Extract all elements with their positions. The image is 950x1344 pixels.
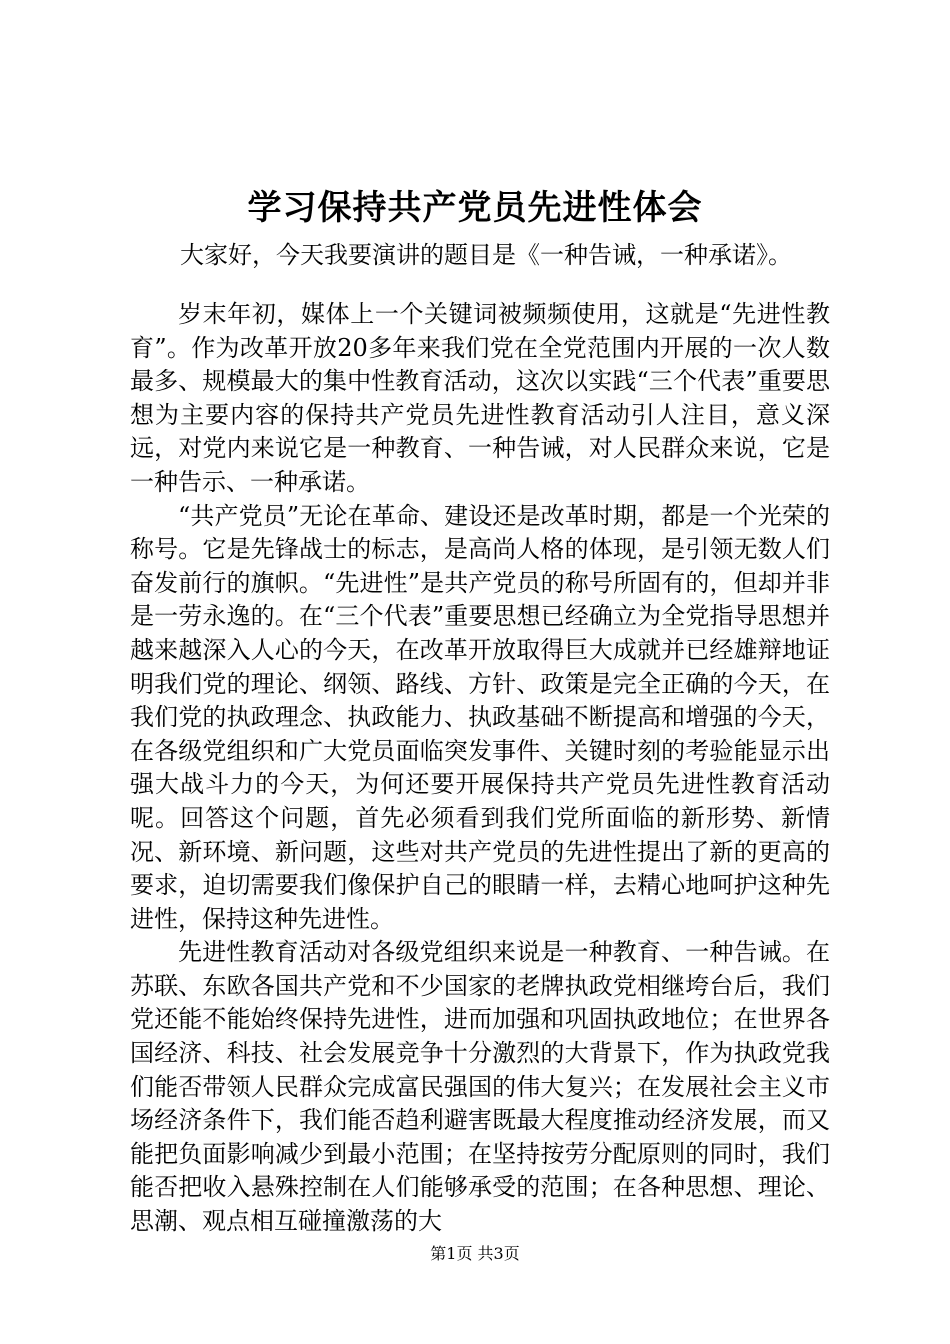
- paragraph: 先进性教育活动对各级党组织来说是一种教育、一种告诫。在苏联、东欧各国共产党和不少国家的老牌执政党相继垮台后，我们党还能不能始终保持先进性，进而加强和巩固执政地位；在世界各国经济、科技、社会发展竞争十分激烈的大背景下，作为执政党我们能否带领人民群众完成富民强国的伟大复兴；在发展社会主义市场经济条件下，我们能否趋利避害既最大程度推动经济发展，而又能把负面影响减少到最小范围；在坚持按劳分配原则的同时，我们能否把收入悬殊控制在人们能够承受的范围；在各种思想、理论、思潮、观点相互碰撞激荡的大: [130, 938, 830, 1236]
- document-title: 学习保持共产党员先进性体会: [247, 188, 703, 228]
- paragraph: 岁末年初，媒体上一个关键词被频频使用，这就是“先进性教育”。作为改革开放20多年来我们党在全党范围内开展的一次人数最多、规模最大的集中性教育活动，这次以实践“三个代表”重要思想为主要内容的保持共产党员先进性教育活动引人注目，意义深远，对党内来说它是一种教育、一种告诫，对人民群众来说，它是一种告示、一种承诺。: [130, 300, 830, 496]
- document-body: [130, 298, 830, 1239]
- page-footer: 第1页 共3页: [430, 1244, 520, 1263]
- paragraph: “共产党员”无论在革命、建设还是改革时期，都是一个光荣的称号。它是先锋战士的标志，是高尚人格的体现，是引领无数人们奋发前行的旗帜。“先进性”是共产党员的称号所固有的，但却并非是一劳永逸的。在“三个代表”重要思想已经确立为全党指导思想并越来越深入人心的今天，在改革开放取得巨大成就并已经雄辩地证明我们党的理论、纲领、路线、方针、政策是完全正确的今天，在我们党的执政理念、执政能力、执政基础不断提高和增强的今天，在各级党组织和广大党员面临突发事件、关键时刻的考验能显示出强大战斗力的今天，为何还要开展保持共产党员先进性教育活动呢。回答这个问题，首先必须看到我们党所面临的新形势、新情况、新环境、新问题，这些对共产党员的先进性提出了新的更高的要求，迫切需要我们像保护自己的眼睛一样，去精心地呵护这种先进性，保持这种先进性。: [130, 501, 830, 933]
- greeting-line: 大家好，今天我要演讲的题目是《一种告诫，一种承诺》。: [180, 241, 792, 269]
